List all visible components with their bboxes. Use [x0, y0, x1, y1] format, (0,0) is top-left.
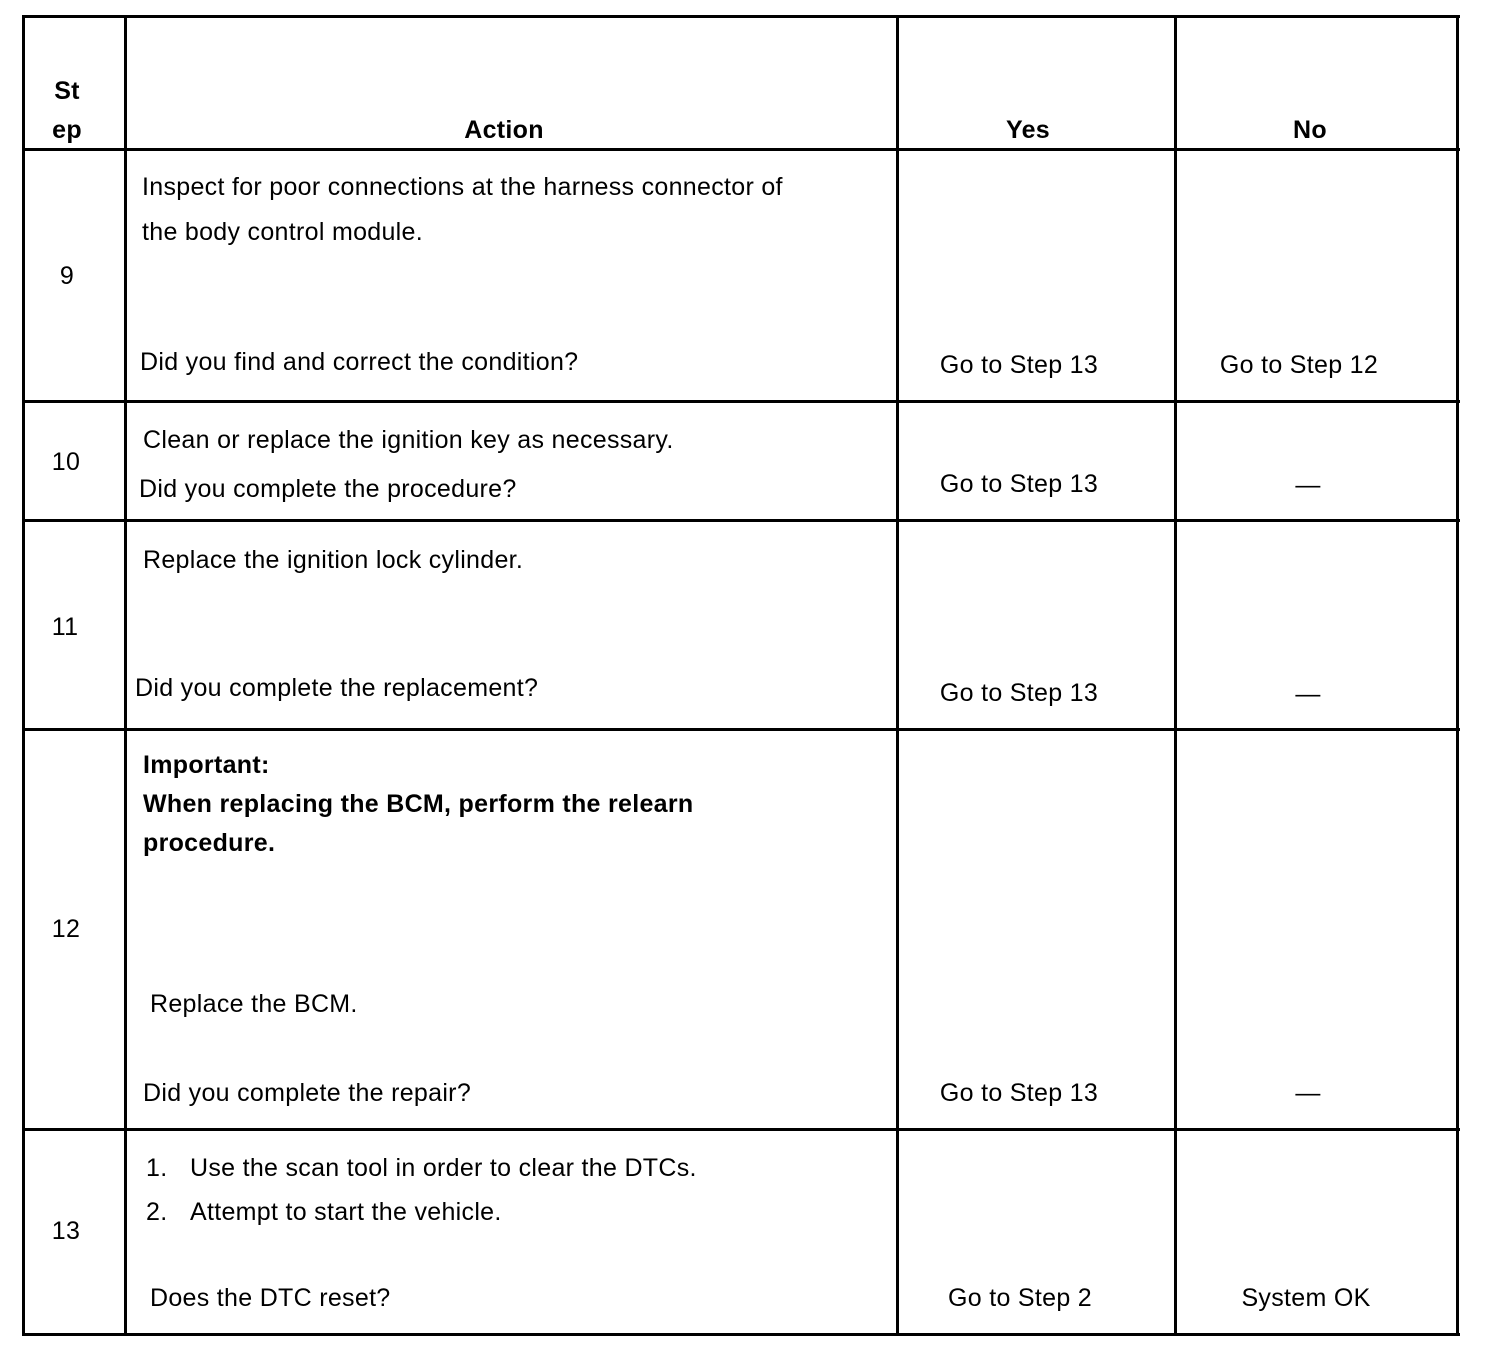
important-note: procedure. — [143, 829, 276, 857]
list-item: Use the scan tool in order to clear the DTCs. — [190, 1154, 697, 1182]
grid-line-row10-bottom — [22, 519, 1460, 522]
list-item-number: 2. — [146, 1198, 168, 1226]
yes-result: Go to Step 13 — [939, 1079, 1099, 1107]
list-item-number: 1. — [146, 1154, 168, 1182]
action-question: Did you complete the replacement? — [135, 674, 539, 702]
grid-line-top — [22, 15, 1460, 18]
step-number: 13 — [51, 1217, 81, 1245]
grid-line-yes-no — [1174, 15, 1177, 1336]
header-step-line2: ep — [52, 116, 82, 144]
no-result: System OK — [1241, 1284, 1371, 1312]
grid-line-action-yes — [896, 15, 899, 1336]
no-result: — — [1295, 471, 1321, 499]
action-text: Inspect for poor connections at the harness connector of — [142, 173, 783, 201]
yes-result: Go to Step 2 — [948, 1284, 1092, 1312]
no-result: — — [1295, 1079, 1321, 1107]
grid-line-right — [1456, 15, 1459, 1336]
yes-result: Go to Step 13 — [939, 351, 1099, 379]
list-item: Attempt to start the vehicle. — [190, 1198, 502, 1226]
step-number: 9 — [59, 262, 75, 290]
grid-line-bottom — [22, 1333, 1460, 1336]
important-label: Important: — [143, 751, 270, 779]
action-question: Did you find and correct the condition? — [140, 348, 579, 376]
header-step-line1: St — [54, 77, 80, 105]
action-text: Replace the ignition lock cylinder. — [143, 546, 524, 574]
grid-line-header-bottom — [22, 148, 1460, 151]
header-yes: Yes — [1005, 116, 1051, 144]
step-number: 11 — [51, 613, 79, 641]
grid-line-left — [22, 15, 25, 1336]
action-question: Does the DTC reset? — [150, 1284, 391, 1312]
yes-result: Go to Step 13 — [939, 679, 1099, 707]
yes-result: Go to Step 13 — [939, 470, 1099, 498]
grid-line-row11-bottom — [22, 728, 1460, 731]
grid-line-step-action — [124, 15, 127, 1336]
action-text: Replace the BCM. — [150, 990, 358, 1018]
grid-line-row12-bottom — [22, 1128, 1460, 1131]
action-question: Did you complete the repair? — [143, 1079, 472, 1107]
no-result: — — [1295, 680, 1321, 708]
action-text: the body control module. — [142, 218, 423, 246]
step-number: 10 — [51, 448, 81, 476]
header-action: Action — [464, 116, 544, 144]
grid-line-row9-bottom — [22, 400, 1460, 403]
header-no: No — [1293, 116, 1327, 144]
step-number: 12 — [51, 915, 81, 943]
action-question: Did you complete the procedure? — [139, 475, 517, 503]
no-result: Go to Step 12 — [1219, 351, 1379, 379]
action-text: Clean or replace the ignition key as necessary. — [143, 426, 674, 454]
important-note: When replacing the BCM, perform the relearn — [143, 790, 694, 818]
